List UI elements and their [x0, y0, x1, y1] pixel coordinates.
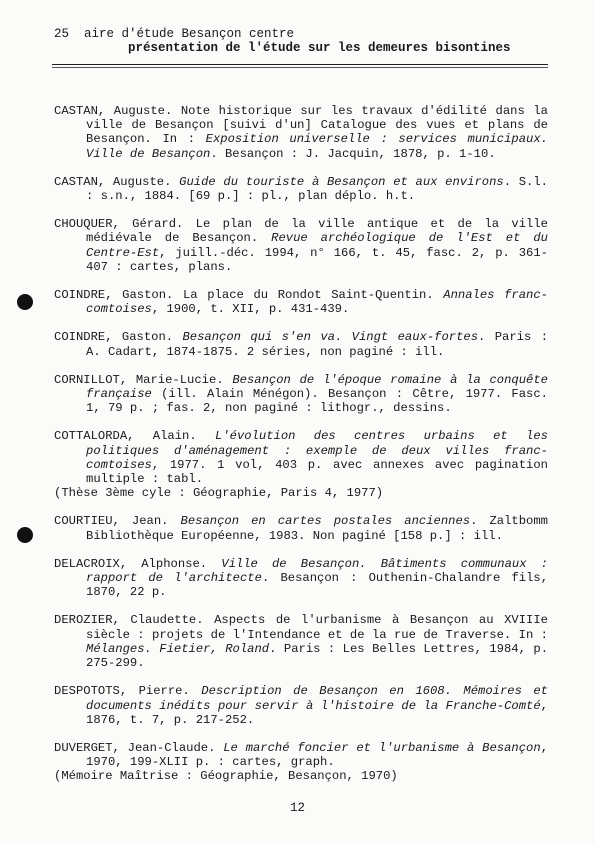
bibliography-entry: COINDRE, Gaston. Besançon qui s'en va. Vingt eaux-fortes. Paris : A. Cadart, 1874-1875. 2 séries, non paginé : ill.: [54, 330, 549, 359]
bibliography-entry: COINDRE, Gaston. La place du Rondot Saint-Quentin. Annales franc-comtoises, 1900, t. XII, p. 431-439.: [54, 288, 548, 317]
header-line-2: présentation de l'étude sur les demeures bisontines: [128, 41, 511, 55]
bibliography-list: [54, 104, 548, 798]
margin-bullet: [17, 527, 33, 543]
page-number: 12: [289, 801, 305, 815]
header-line-1: 25 aire d'étude Besançon centre: [54, 27, 295, 41]
header-rule-2: [52, 67, 548, 68]
bibliography-entry: CASTAN, Auguste. Note historique sur les travaux d'édilité dans la ville de Besançon [suivi d'un] Catalogue des vues et plans de Besançon. In : Exposition universelle : services municipaux. Ville de Besançon. Besançon : J. Jacquin, 1878, p. 1-10.: [54, 104, 548, 161]
margin-bullet: [17, 294, 33, 310]
bibliography-entry: CHOUQUER, Gérard. Le plan de la ville antique et de la ville médiévale de Besançon. Revue archéologique de l'Est et du Centre-Est, juill.-déc. 1994, n° 166, t. 45, fasc. 2, p. 361-407 : cartes, plans.: [54, 217, 548, 274]
bibliography-entry: CASTAN, Auguste. Guide du touriste à Besançon et aux environs. S.l. : s.n., 1884. [69 p.] : pl., plan déplo. h.t.: [54, 174, 548, 204]
bibliography-entry: COTTALORDA, Alain. L'évolution des centres urbains et les politiques d'aménagement : exemple de deux villes franc-comtoises, 1977. 1 vol, 403 p. avec annexes avec pagination multiple : tabl. (Thèse 3ème cyle : Géographie, Paris 4, 1977): [54, 429, 548, 501]
header-rule: [52, 64, 548, 65]
bibliography-entry: DUVERGET, Jean-Claude. Le marché foncier et l'urbanisme à Besançon, 1970, 199-XLII p. : cartes, graph. (Mémoire Maîtrise : Géographie, Besançon, 1970): [54, 740, 549, 784]
bibliography-entry: DELACROIX, Alphonse. Ville de Besançon. Bâtiments communaux : rapport de l'architecte. Besançon : Outhenin-Chalandre fils, 1870, 22 p.: [54, 556, 549, 600]
bibliography-entry: COURTIEU, Jean. Besançon en cartes postales anciennes. Zaltbomm Bibliothèque Européenne, 1983. Non paginé [158 p.] : ill.: [54, 514, 548, 543]
bibliography-entry: CORNILLOT, Marie-Lucie. Besançon de l'époque romaine à la conquête française (ill. Alain Ménégon). Besançon : Cêtre, 1977. Fasc. 1, 79 p. ; fas. 2, non paginé : lithogr., dessins.: [54, 372, 548, 416]
entry-note: (Mémoire Maîtrise : Géographie, Besançon, 1970): [54, 769, 398, 784]
bibliography-entry: DEROZIER, Claudette. Aspects de l'urbanisme à Besançon au XVIIIe siècle : projets de l'Intendance et de la rue de Traverse. In : Mélanges. Fietier, Roland. Paris : Les Belles Lettres, 1984, p. 275-299.: [54, 613, 549, 671]
entry-note: (Thèse 3ème cyle : Géographie, Paris 4, 1977): [54, 486, 384, 501]
bibliography-entry: DESPOTOTS, Pierre. Description de Besançon en 1608. Mémoires et documents inédits pour servir à l'histoire de la Franche-Comté, 1876, t. 7, p. 217-252.: [54, 684, 548, 727]
